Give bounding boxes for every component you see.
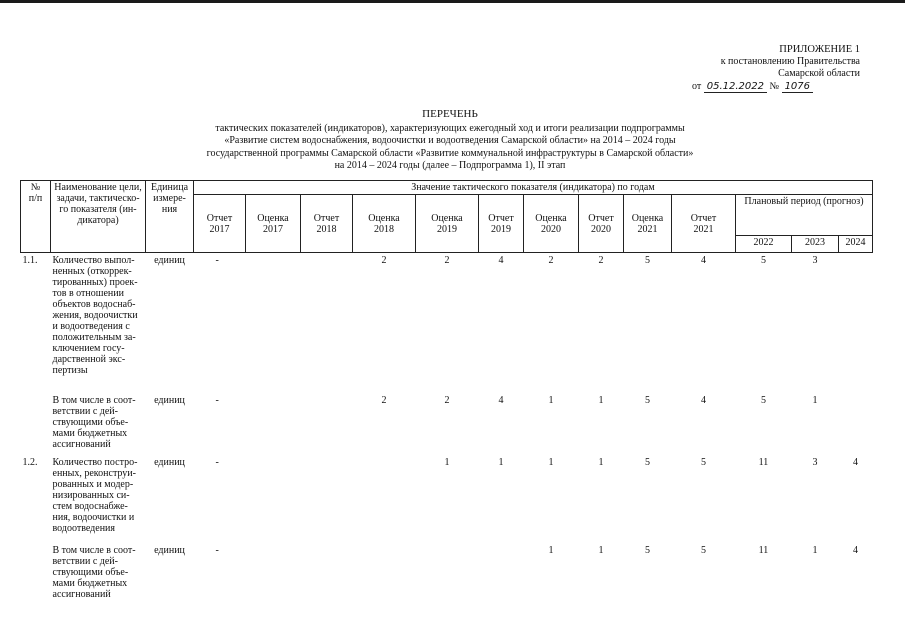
document-title-block xyxy=(150,108,750,173)
value-cell: 1 xyxy=(444,456,450,468)
value-cell: 3 xyxy=(812,255,818,266)
appendix-line-1: к постановлению Правительства xyxy=(720,56,860,67)
appendix-title: ПРИЛОЖЕНИЕ 1 xyxy=(779,44,860,55)
value-cell: 5 xyxy=(645,255,650,266)
handwritten-date: 05.12.2022 xyxy=(704,81,767,93)
indicator-name: Количество выпол-ненных (откоррек-тированных) проек-тов в отношении объектов водоснаб-жения, водоочистки и водоотведения с положительным за-ключением госу-дарственной экс-пертизы xyxy=(52,255,138,376)
unit-cell: единиц xyxy=(154,544,185,556)
unit-cell: единиц xyxy=(154,394,185,406)
value-cell: 1 xyxy=(598,456,604,468)
value-cell: 4 xyxy=(701,394,706,406)
col-header-num: № п/п xyxy=(21,181,51,253)
value-cell: 4 xyxy=(853,456,858,468)
unit-cell: единиц xyxy=(154,255,185,266)
value-cell: 2 xyxy=(548,255,554,266)
indicators-table xyxy=(20,180,873,601)
year-header: Отчет 2019 xyxy=(479,195,524,253)
value-cell: 3 xyxy=(812,456,818,468)
value-cell: 4 xyxy=(498,255,504,266)
value-cell: 2 xyxy=(444,255,450,266)
value-cell xyxy=(416,543,479,601)
value-cell: 2 xyxy=(444,394,450,406)
title-line-3: государственной программы Самарской области «Развитие коммунальной инфраструктуры в Самарской области» xyxy=(206,147,694,159)
value-cell: 5 xyxy=(645,456,650,468)
value-cell: 1 xyxy=(548,456,554,468)
date-prefix: от xyxy=(692,81,702,92)
indicator-name: В том числе в соот-ветствии с дей-ствующими объе-мами бюджетных ассигнований xyxy=(52,544,136,600)
value-cell: 1 xyxy=(598,544,604,556)
appendix-date-row xyxy=(690,81,860,93)
value-cell: - xyxy=(215,456,219,468)
value-cell: 1 xyxy=(548,544,554,556)
col-header-values: Значение тактического показателя (индикатора) по годам xyxy=(194,181,873,195)
value-cell: 11 xyxy=(758,544,769,556)
title-line-2: «Развитие систем водоснабжения, водоочистки и водоотведения Самарской области» на 2014 – 2024 годы xyxy=(224,135,676,146)
value-cell: 11 xyxy=(758,456,769,468)
title-line-4: на 2014 – 2024 годы (далее – Подпрограмма 1), II этап xyxy=(334,160,566,171)
value-cell: 4 xyxy=(853,544,858,556)
year-header: Оценка 2019 xyxy=(416,195,479,253)
value-cell: 1 xyxy=(498,456,504,468)
plan-year-header: 2024 xyxy=(839,236,873,253)
value-cell xyxy=(246,253,301,393)
value-cell xyxy=(839,393,873,455)
value-cell: 2 xyxy=(598,255,604,266)
value-cell xyxy=(246,455,301,543)
value-cell xyxy=(353,455,416,543)
row-number xyxy=(21,543,51,601)
value-cell: 5 xyxy=(645,394,650,406)
value-cell: 5 xyxy=(645,544,650,556)
value-cell: 4 xyxy=(701,255,706,266)
value-cell xyxy=(301,253,353,393)
top-border xyxy=(0,0,905,3)
table-row xyxy=(21,455,873,543)
value-cell: 1 xyxy=(812,544,818,556)
value-cell: 1 xyxy=(548,394,554,406)
value-cell: 5 xyxy=(761,394,766,406)
value-cell xyxy=(301,393,353,455)
year-header: Оценка 2021 xyxy=(624,195,672,253)
year-header: Отчет 2018 xyxy=(301,195,353,253)
title-line-1: тактических показателей (индикаторов), характеризующих ежегодный ход и итоги реализации подпрограммы xyxy=(215,122,685,134)
value-cell xyxy=(839,253,873,393)
table-row xyxy=(21,543,873,601)
plan-year-header: 2022 xyxy=(736,236,792,253)
row-number: 1.1. xyxy=(22,255,38,266)
value-cell: 2 xyxy=(381,394,387,406)
table-row xyxy=(21,393,873,455)
row-number xyxy=(21,393,51,455)
value-cell: 5 xyxy=(701,544,706,556)
value-cell xyxy=(479,543,524,601)
appendix-line-2: Самарской области xyxy=(778,68,860,79)
value-cell: 5 xyxy=(701,456,706,468)
document-title: ПЕРЕЧЕНЬ xyxy=(422,108,478,120)
value-cell: - xyxy=(215,394,219,406)
value-cell: 5 xyxy=(761,255,766,266)
year-header: Оценка 2020 xyxy=(524,195,579,253)
plan-year-header: 2023 xyxy=(792,236,839,253)
value-cell: 1 xyxy=(812,394,818,406)
handwritten-number: 1076 xyxy=(782,81,813,93)
value-cell: - xyxy=(215,255,219,266)
indicator-name: В том числе в соот-ветствии с дей-ствующими объе-мами бюджетных ассигнований xyxy=(52,394,136,450)
indicator-name: Количество постро-енных, реконструи-рованных и модер-низированных си-стем водоснабже-ния, водоочистки и водоотведения xyxy=(52,456,138,534)
appendix-block xyxy=(690,44,860,93)
year-header: Оценка 2017 xyxy=(246,195,301,253)
value-cell: 4 xyxy=(498,394,504,406)
year-header: Отчет 2020 xyxy=(579,195,624,253)
value-cell xyxy=(246,393,301,455)
year-header: Оценка 2018 xyxy=(353,195,416,253)
plan-period-header: Плановый период (прогноз) xyxy=(736,195,873,236)
value-cell xyxy=(353,543,416,601)
value-cell: 1 xyxy=(598,394,604,406)
value-cell xyxy=(301,543,353,601)
value-cell xyxy=(301,455,353,543)
col-header-name: Наименование цели, задачи, тактическо-го показателя (ин-дикатора) xyxy=(51,181,146,253)
value-cell: 2 xyxy=(381,255,387,266)
value-cell xyxy=(246,543,301,601)
number-prefix: № xyxy=(769,81,780,92)
row-number: 1.2. xyxy=(22,456,38,468)
year-header: Отчет 2021 xyxy=(672,195,736,253)
value-cell: - xyxy=(215,544,219,556)
unit-cell: единиц xyxy=(154,456,185,468)
col-header-unit: Единица измере-ния xyxy=(146,181,194,253)
year-header: Отчет 2017 xyxy=(194,195,246,253)
table-row xyxy=(21,253,873,393)
